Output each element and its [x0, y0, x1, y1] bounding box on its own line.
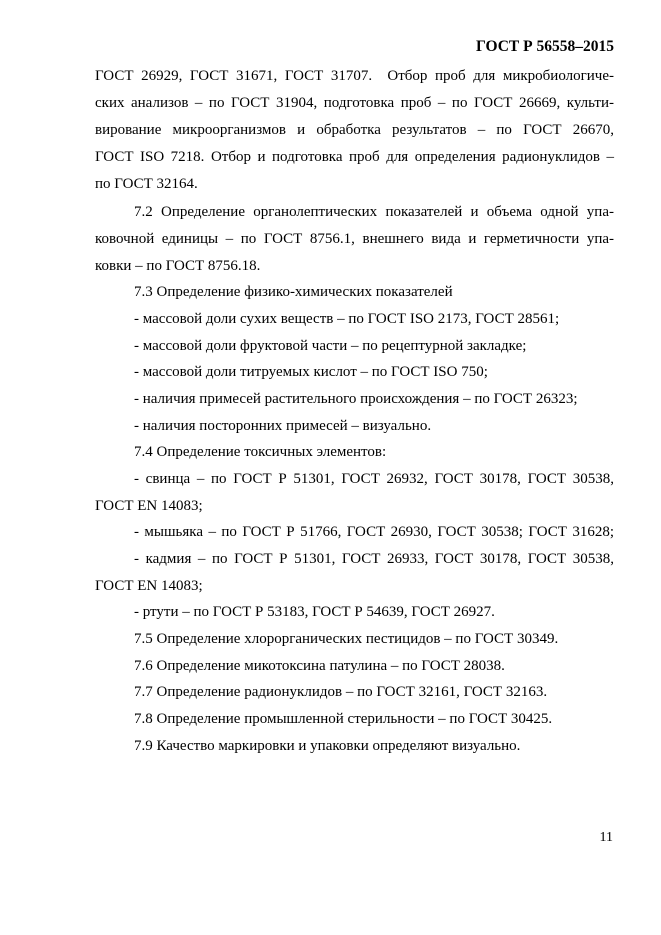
list-item: - мышьяка – по ГОСТ Р 51766, ГОСТ 26930, ГОСТ 30538; ГОСТ 31628;	[134, 524, 614, 540]
list-item: - свинца – по ГОСТ Р 51301, ГОСТ 26932, ГОСТ 30178, ГОСТ 30538,	[134, 471, 614, 487]
body-line: ГОСТ 26929, ГОСТ 31671, ГОСТ 31707. Отбор проб для микробиологиче-	[95, 68, 614, 84]
list-item: - ртути – по ГОСТ Р 53183, ГОСТ Р 54639, ГОСТ 26927.	[134, 604, 495, 620]
page-number: 11	[599, 830, 613, 845]
list-item: - наличия посторонних примесей – визуально.	[134, 418, 432, 434]
list-item: - наличия примесей растительного происхождения – по ГОСТ 26323;	[134, 391, 578, 407]
list-item: - массовой доли сухих веществ – по ГОСТ ISO 2173, ГОСТ 28561;	[134, 311, 560, 327]
body-line: ГОСТ EN 14083;	[95, 578, 203, 594]
section-7-4-heading: 7.4 Определение токсичных элементов:	[134, 444, 387, 460]
section-7-6-line: 7.6 Определение микотоксина патулина – по ГОСТ 28038.	[134, 658, 505, 674]
body-line: ских анализов – по ГОСТ 31904, подготовка проб – по ГОСТ 26669, культи-	[95, 95, 614, 111]
document-code-header: ГОСТ Р 56558–2015	[476, 38, 614, 55]
body-line: ГОСТ ISO 7218. Отбор и подготовка проб для определения радионуклидов –	[95, 149, 614, 165]
section-7-8-line: 7.8 Определение промышленной стерильности – по ГОСТ 30425.	[134, 711, 553, 727]
body-line: ГОСТ EN 14083;	[95, 498, 203, 514]
body-line: по ГОСТ 32164.	[95, 176, 198, 192]
list-item: - массовой доли фруктовой части – по рецептурной закладке;	[134, 338, 527, 354]
body-line: ковочной единицы – по ГОСТ 8756.1, внешнего вида и герметичности упа-	[95, 231, 614, 247]
section-7-5-line: 7.5 Определение хлорорганических пестицидов – по ГОСТ 30349.	[134, 631, 559, 647]
section-7-2-line: 7.2 Определение органолептических показателей и объема одной упа-	[134, 204, 614, 220]
section-7-7-line: 7.7 Определение радионуклидов – по ГОСТ 32161, ГОСТ 32163.	[134, 684, 548, 700]
section-7-3-heading: 7.3 Определение физико-химических показателей	[134, 284, 453, 300]
body-line: ковки – по ГОСТ 8756.18.	[95, 258, 261, 274]
list-item: - массовой доли титруемых кислот – по ГОСТ ISO 750;	[134, 364, 488, 380]
list-item: - кадмия – по ГОСТ Р 51301, ГОСТ 26933, ГОСТ 30178, ГОСТ 30538,	[134, 551, 614, 567]
section-7-9-line: 7.9 Качество маркировки и упаковки определяют визуально.	[134, 738, 521, 754]
body-line: вирование микроорганизмов и обработка результатов – по ГОСТ 26670,	[95, 122, 614, 138]
